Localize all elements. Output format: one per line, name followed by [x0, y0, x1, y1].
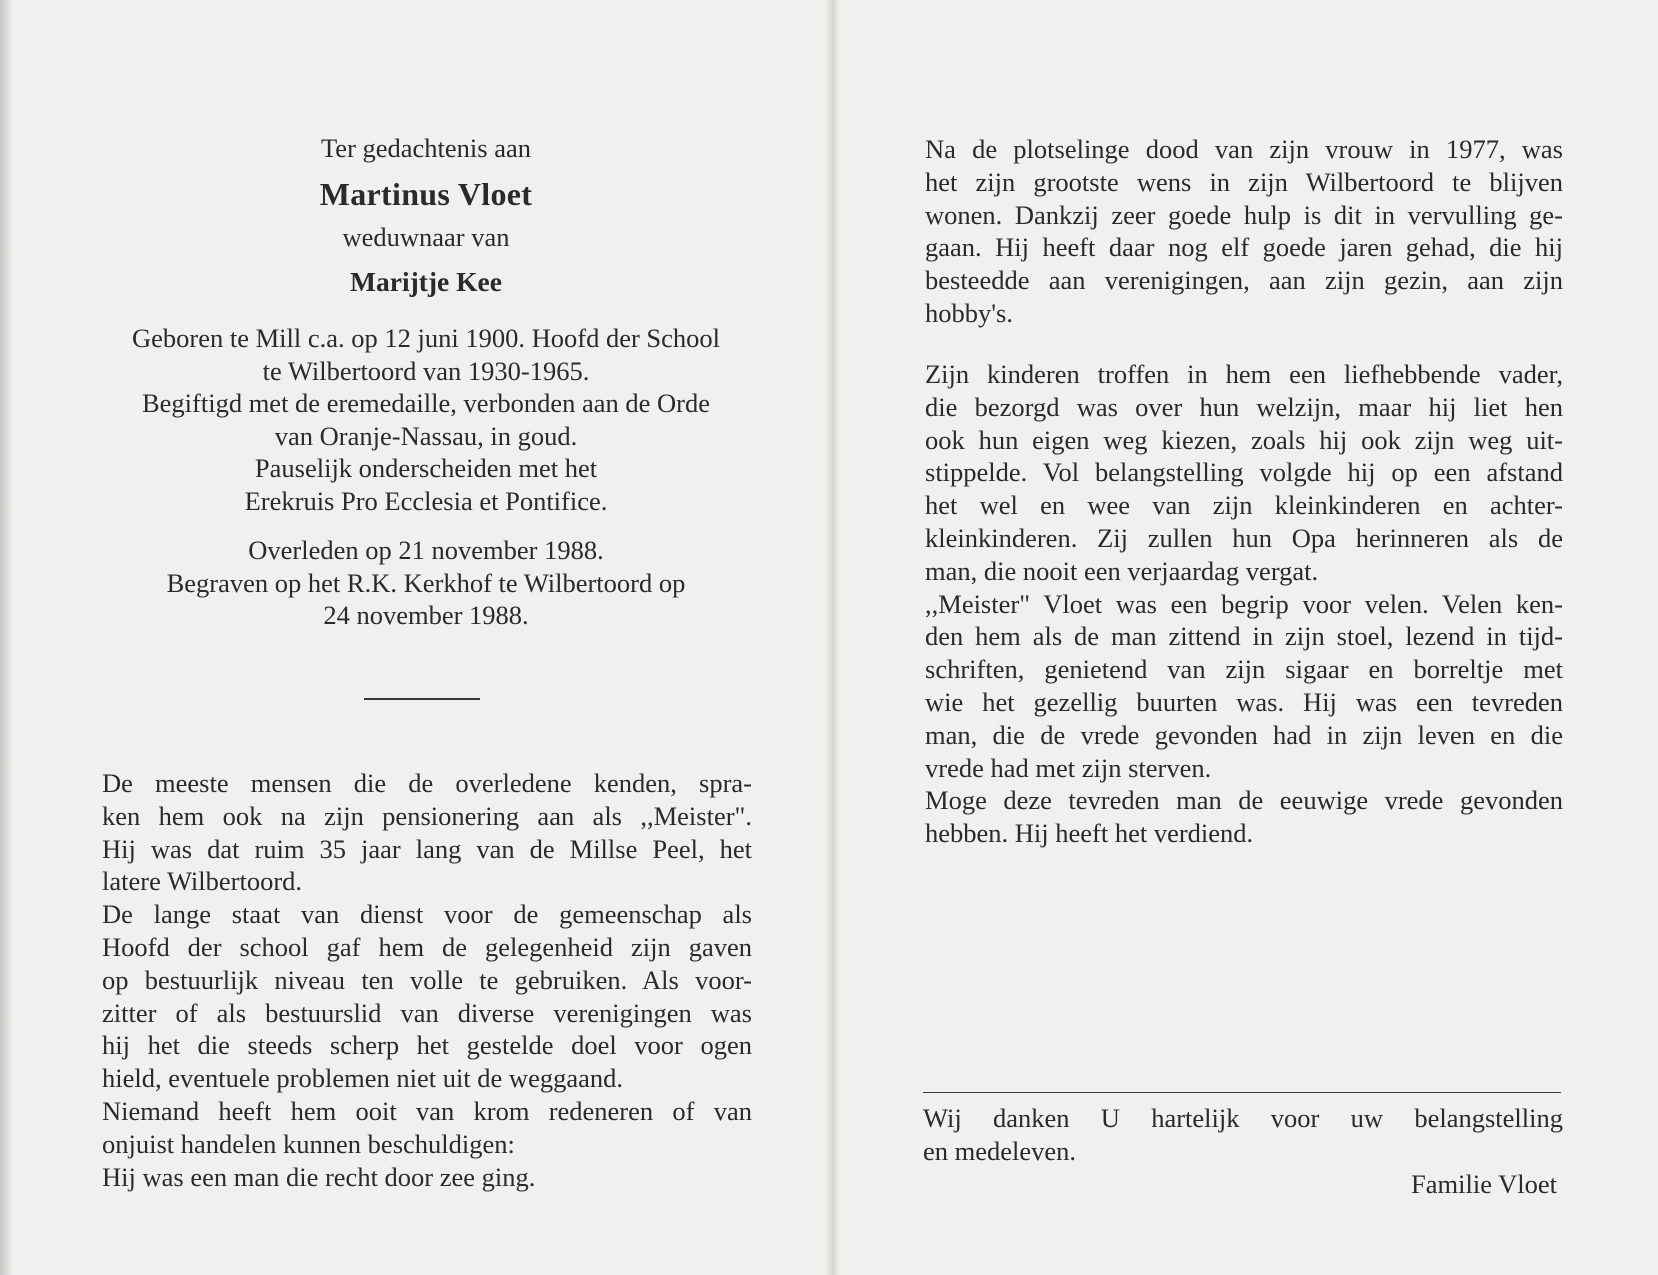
biography-line: Erekruis Pro Ecclesia et Pontifice. [244, 485, 608, 516]
tribute-line: De lange staat van dienst voor de gemeenschap als [102, 899, 752, 930]
tribute-line: Niemand heeft hem ooit van krom redeneren of van [102, 1095, 752, 1126]
card-fold [826, 0, 840, 1275]
thanks-line: en medeleven. [923, 1135, 1077, 1166]
tribute-line: ken hem ook na zijn pensionering aan als ,,Meister". [102, 800, 752, 831]
paragraph-line: schriften, genietend van zijn sigaar en borreltje met [925, 654, 1563, 685]
tribute-line: Hoofd der school gaf hem de gelegenheid zijn gaven [102, 931, 752, 962]
deceased-name: Martinus Vloet [319, 175, 533, 212]
paragraph-line: Na de plotselinge dood van zijn vrouw in 1977, was [925, 134, 1563, 164]
death-burial-block [100, 534, 752, 632]
spouse-name: Marijtje Kee [350, 266, 502, 297]
tribute-line: Hij was dat ruim 35 jaar lang van de Millse Peel, het [102, 833, 752, 864]
family-signature: Familie Vloet [1411, 1169, 1557, 1199]
paragraph-line: het zijn grootste wens in zijn Wilbertoord te blijven [925, 166, 1563, 197]
tribute-line: onjuist handelen kunnen beschuldigen: [102, 1128, 515, 1159]
biography-line: Begiftigd met de eremedaille, verbonden aan de Orde [141, 388, 711, 418]
paragraph-line: ,,Meister" Vloet was een begrip voor velen. Velen ken- [925, 588, 1563, 619]
paragraph-line: besteedde aan verenigingen, aan zijn gezin, aan zijn [925, 265, 1563, 296]
paragraph-line: man, die de vrede gevonden had in zijn leven en die [925, 719, 1563, 750]
tribute-text [102, 767, 752, 1193]
card-edge [0, 0, 12, 1275]
paragraph-line: ook hun eigen weg kiezen, zoals hij ook zijn weg uit- [925, 424, 1563, 455]
biography-line: Pauselijk onderscheiden met het [254, 453, 598, 483]
header-block [100, 132, 752, 299]
biography-line: van Oranje-Nassau, in goud. [274, 420, 578, 451]
paragraph-widowhood [925, 133, 1563, 330]
tribute-line: Hij was een man die recht door zee ging. [102, 1161, 536, 1192]
death-burial-line: 24 november 1988. [323, 600, 529, 630]
paragraph-line: vrede had met zijn sterven. [925, 752, 1212, 783]
tribute-line: hij het die steeds scherp het gestelde doel voor ogen [102, 1030, 752, 1061]
biography-line: te Wilbertoord van 1930-1965. [262, 355, 590, 386]
paragraph-line: wonen. Dankzij zeer goede hulp is dit in vervulling ge- [925, 199, 1563, 230]
paragraph-line: wie het gezellig buurten was. Hij was een tevreden [925, 686, 1563, 717]
biography-block [100, 322, 752, 517]
biography-line: Geboren te Mill c.a. op 12 juni 1900. Hoofd der School [131, 323, 721, 353]
tribute-line: zitter of als bestuurslid van diverse verenigingen was [102, 997, 752, 1028]
tribute-line: De meeste mensen die de overledene kenden, spra- [102, 768, 752, 798]
divider-short [364, 698, 480, 700]
death-burial-line: Overleden op 21 november 1988. [248, 535, 604, 565]
paragraph-line: het wel en wee van zijn kleinkinderen en achter- [925, 490, 1563, 521]
tribute-line: latere Wilbertoord. [102, 866, 303, 897]
in-memory-of-text: Ter gedachtenis aan [320, 133, 532, 163]
paragraph-line: kleinkinderen. Zij zullen hun Opa herinneren als de [925, 522, 1563, 553]
thanks-line: Wij danken U hartelijk voor uw belangstelling [923, 1103, 1563, 1133]
right-page [840, 0, 1658, 1275]
paragraph-line: gaan. Hij heeft daar nog elf goede jaren gehad, die hij [925, 232, 1563, 263]
paragraph-line: Zijn kinderen troffen in hem een liefhebbende vader, [925, 359, 1563, 389]
paragraph-line: hobby's. [925, 297, 1013, 328]
paragraph-line: man, die nooit een verjaardag vergat. [925, 555, 1319, 586]
paragraph-line: den hem als de man zittend in zijn stoel, lezend in tijd- [925, 621, 1563, 652]
paragraph-family [925, 358, 1563, 850]
thanks-text [923, 1102, 1563, 1168]
paragraph-line: die bezorgd was over hun welzijn, maar hij liet hen [925, 391, 1563, 422]
tribute-line: hield, eventuele problemen niet uit de weggaand. [102, 1063, 623, 1094]
paragraph-line: hebben. Hij heeft het verdiend. [925, 818, 1254, 849]
tribute-line: op bestuurlijk niveau ten volle te gebruiken. Als voor- [102, 964, 752, 995]
death-burial-line: Begraven op het R.K. Kerkhof te Wilbertoord op [166, 567, 686, 598]
left-page [14, 0, 826, 1275]
paragraph-line: Moge deze tevreden man de eeuwige vrede gevonden [925, 785, 1563, 816]
paragraph-line: stippelde. Vol belangstelling volgde hij op een afstand [925, 457, 1563, 488]
widower-of-text: weduwnaar van [342, 221, 510, 252]
divider-long [923, 1092, 1561, 1093]
